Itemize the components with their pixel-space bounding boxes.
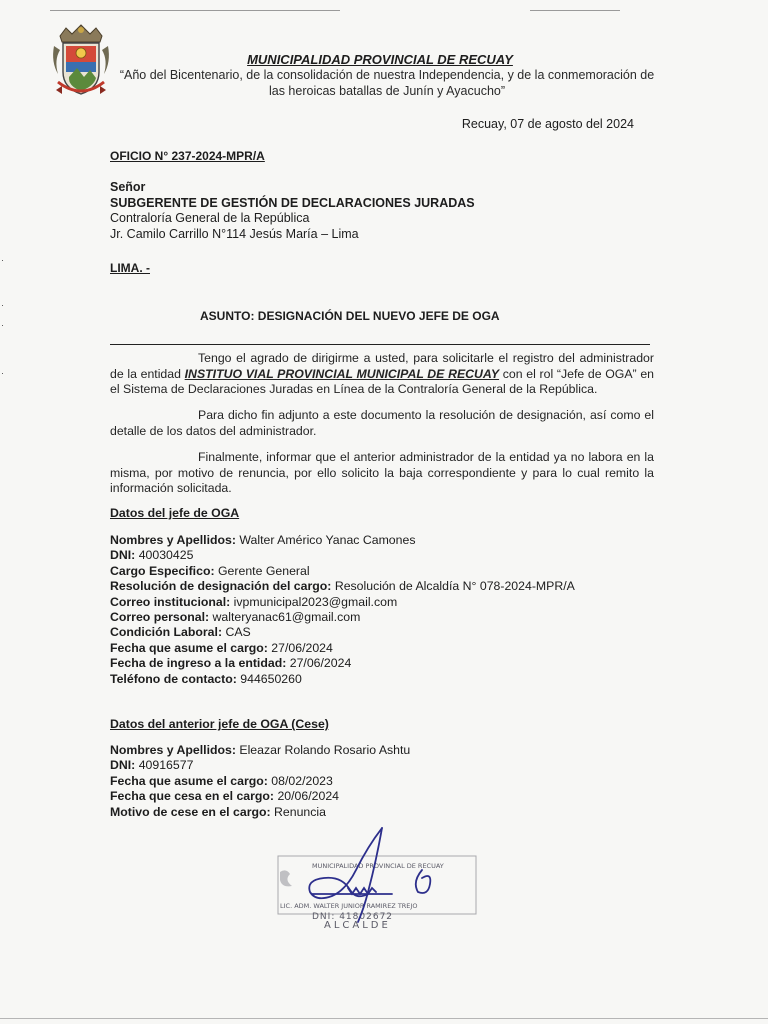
field-label: Fecha de ingreso a la entidad:: [110, 656, 287, 671]
field-value: 08/02/2023: [271, 773, 333, 788]
previous-head-section-title: Datos del anterior jefe de OGA (Cese): [110, 717, 329, 731]
letter-date: Recuay, 07 de agosto del 2024: [461, 117, 634, 131]
subject-divider: [110, 344, 650, 345]
field-value: 40030425: [138, 548, 194, 563]
field-row: [110, 789, 410, 804]
recipient-org: Contraloría General de la República: [110, 211, 310, 225]
margin-mark: ·: [1, 320, 4, 330]
body-paragraph-1: Tengo el agrado de dirigirme a usted, para solicitarle el registro del administrador de la entidad INSTITUO VIAL PROVINCIAL MUNICIPAL DE RECUAY con el rol “Jefe de OGA” en el Sistema de Declaraciones Juradas en Línea de la Contraloría General de la República.: [110, 351, 655, 396]
field-value: 27/06/2024: [289, 656, 352, 671]
field-value: Walter Américo Yanac Camones: [239, 533, 416, 547]
stamp-role-text: ALCALDE: [324, 920, 391, 931]
top-edge-line: [530, 10, 620, 11]
field-row: [110, 595, 575, 610]
field-label: Fecha que asume el cargo:: [110, 773, 268, 788]
field-label: Motivo de cese en el cargo:: [110, 804, 271, 819]
official-year-motto: “Año del Bicentenario, de la consolidación de nuestra Independencia, y de la conmemoración de las heroicas batallas de Junín y Ayacucho”: [119, 68, 655, 98]
field-label: Teléfono de contacto:: [110, 671, 237, 686]
field-label: DNI:: [110, 758, 136, 773]
city-line: LIMA. -: [110, 261, 150, 275]
body-paragraph-3: Finalmente, informar que el anterior administrador de la entidad ya no labora en la misma, por motivo de renuncia, por ello solicito la baja correspondiente y para lo cual remito la información solicitada.: [110, 450, 654, 495]
field-label: Cargo Especifico:: [110, 563, 215, 578]
current-head-section-title: Datos del jefe de OGA: [110, 506, 240, 520]
bottom-edge-line: [0, 1018, 768, 1019]
margin-mark: ·: [1, 300, 4, 310]
top-edge-line: [50, 10, 340, 11]
signature-stamp: [272, 822, 482, 934]
body-paragraph-2: Para dicho fin adjunto a este documento la resolución de designación, así como el detalle de los datos del administrador.: [110, 408, 654, 438]
field-label: Correo institucional:: [110, 594, 231, 609]
field-row: [110, 579, 575, 594]
field-value: walteryanac61@gmail.com: [212, 610, 361, 625]
oficio-reference: OFICIO N° 237-2024-MPR/A: [110, 149, 265, 163]
margin-mark: ·: [1, 255, 4, 265]
field-value: ivpmunicipal2023@gmail.com: [233, 594, 398, 609]
field-value: CAS: [225, 625, 251, 640]
institution-title: MUNICIPALIDAD PROVINCIAL DE RECUAY: [247, 52, 513, 67]
subject-line: ASUNTO: DESIGNACIÓN DEL NUEVO JEFE DE OGA: [200, 309, 500, 323]
field-value: Renuncia: [274, 804, 326, 819]
field-label: Nombres y Apellidos:: [110, 533, 236, 547]
stamp-org-text: MUNICIPALIDAD PROVINCIAL DE RECUAY: [312, 862, 444, 870]
field-row: [110, 641, 575, 656]
coat-of-arms-icon: [50, 22, 112, 100]
field-row: [110, 758, 410, 773]
stamp-name-text: LIC. ADM. WALTER JUNIOR RAMIREZ TREJO: [280, 902, 418, 910]
previous-head-fields: [110, 743, 410, 820]
field-row: [110, 743, 410, 758]
field-value: 944650260: [240, 671, 302, 686]
field-value: Eleazar Rolando Rosario Ashtu: [239, 743, 411, 757]
field-label: Correo personal:: [110, 610, 210, 625]
field-row: [110, 656, 575, 671]
margin-mark: ·: [1, 368, 4, 378]
field-row: [110, 672, 575, 687]
field-label: Fecha que asume el cargo:: [110, 640, 268, 655]
field-row: [110, 805, 410, 820]
stamp-dni-text: DNI: 41802672: [312, 912, 394, 922]
field-row: [110, 564, 575, 579]
field-row: [110, 625, 575, 640]
field-row: [110, 610, 575, 625]
field-label: Condición Laboral:: [110, 625, 223, 640]
field-label: DNI:: [110, 548, 136, 563]
field-row: [110, 533, 575, 548]
recipient-block: [110, 180, 475, 242]
salutation: Señor: [110, 180, 146, 194]
recipient-title: SUBGERENTE DE GESTIÓN DE DECLARACIONES JURADAS: [110, 195, 475, 210]
current-head-fields: [110, 533, 575, 687]
field-row: [110, 774, 410, 789]
field-value: 20/06/2024: [277, 789, 339, 804]
field-value: 40916577: [138, 758, 194, 773]
field-value: Resolución de Alcaldía N° 078-2024-MPR/A: [334, 579, 575, 594]
field-value: Gerente General: [217, 563, 310, 578]
field-label: Nombres y Apellidos:: [110, 743, 236, 757]
field-label: Fecha que cesa en el cargo:: [110, 789, 275, 804]
field-value: 27/06/2024: [271, 640, 333, 655]
institution-name: INSTITUO VIAL PROVINCIAL MUNICIPAL DE RECUAY: [184, 366, 500, 381]
recipient-address: Jr. Camilo Carrillo N°114 Jesús María – Lima: [110, 226, 359, 241]
field-row: [110, 548, 575, 563]
field-label: Resolución de designación del cargo:: [110, 579, 332, 594]
